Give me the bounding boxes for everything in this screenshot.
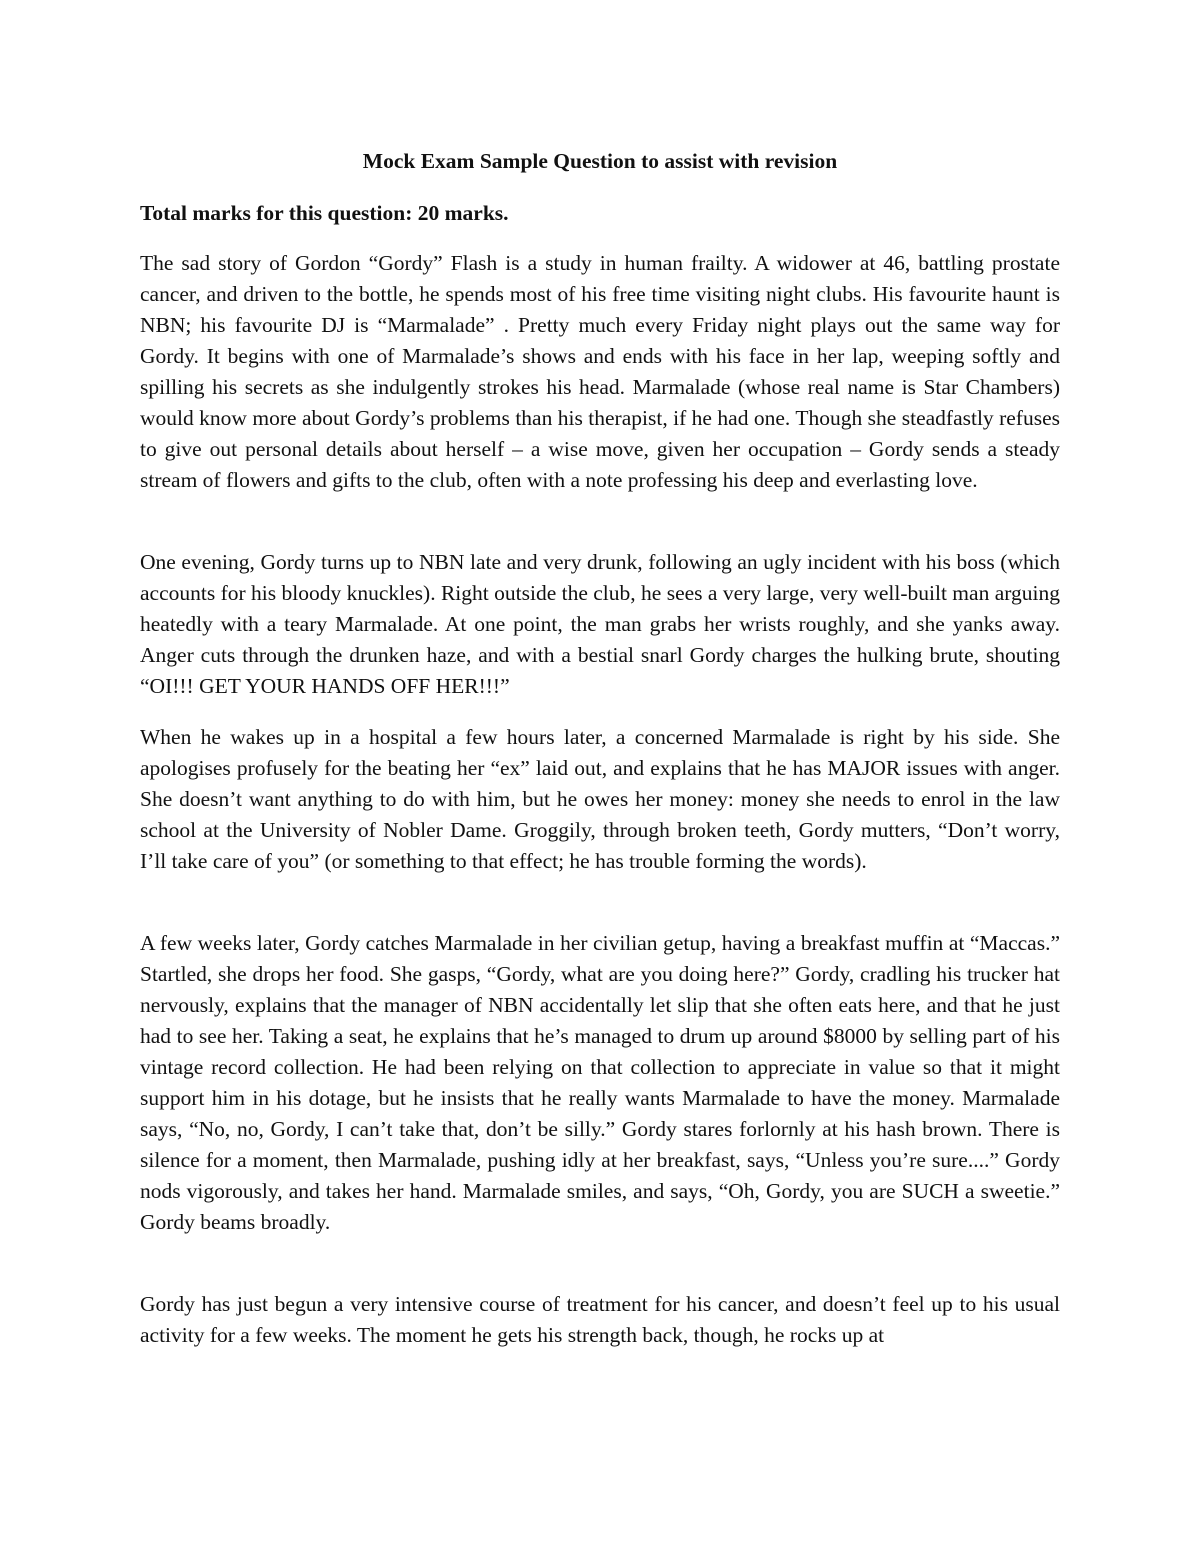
paragraph-1: The sad story of Gordon “Gordy” Flash is a study in human frailty. A widower at 46, battling prostate cancer, and driven to the bottle, he spends most of his free time visiting night clubs. His favourite haunt is NBN; his favourite DJ is “Marmalade” . Pretty much every Friday night plays out the same way for Gordy. It begins with one of Marmalade’s shows and ends with his face in her lap, weeping softly and spilling his secrets as she indulgently strokes his head. Marmalade (whose real name is Star Chambers) would know more about Gordy’s problems than his therapist, if he had one. Though she steadfastly refuses to give out personal details about herself – a wise move, given her occupation – Gordy sends a steady stream of flowers and gifts to the club, often with a note professing his deep and everlasting love. xyxy=(140,251,1060,492)
paragraph-4: A few weeks later, Gordy catches Marmalade in her civilian getup, having a breakfast muffin at “Maccas.” Startled, she drops her food. She gasps, “Gordy, what are you doing here?” Gordy, cradling his trucker hat nervously, explains that the manager of NBN accidentally let slip that she often eats here, and that he just had to see her. Taking a seat, he explains that he’s managed to drum up around $8000 by selling part of his vintage record collection. He had been relying on that collection to appreciate in value so that it might support him in his dotage, but he insists that he really wants Marmalade to have the money. Marmalade says, “No, no, Gordy, I can’t take that, don’t be silly.” Gordy stares forlornly at his hash brown. There is silence for a moment, then Marmalade, pushing idly at her breakfast, says, “Unless you’re sure....” Gordy nods vigorously, and takes her hand. Marmalade smiles, and says, “Oh, Gordy, you are SUCH a sweetie.” Gordy beams broadly. xyxy=(140,931,1060,1234)
paragraph-5: Gordy has just begun a very intensive course of treatment for his cancer, and doesn’t feel up to his usual activity for a few weeks. The moment he gets his strength back, though, he rocks up at xyxy=(140,1292,1060,1347)
page-title: Mock Exam Sample Question to assist with revision xyxy=(362,149,838,173)
total-marks: Total marks for this question: 20 marks. xyxy=(140,201,509,225)
paragraph-2: One evening, Gordy turns up to NBN late and very drunk, following an ugly incident with his boss (which accounts for his bloody knuckles). Right outside the club, he sees a very large, very well-built man arguing heatedly with a teary Marmalade. At one point, the man grabs her wrists roughly, and she yanks away. Anger cuts through the drunken haze, and with a bestial snarl Gordy charges the hulking brute, shouting “OI!!! GET YOUR HANDS OFF HER!!!” xyxy=(140,550,1060,698)
paragraph-3: When he wakes up in a hospital a few hours later, a concerned Marmalade is right by his side. She apologises profusely for the beating her “ex” laid out, and explains that he has MAJOR issues with anger. She doesn’t want anything to do with him, but he owes her money: money she needs to enrol in the law school at the University of Nobler Dame. Groggily, through broken teeth, Gordy mutters, “Don’t worry, I’ll take care of you” (or something to that effect; he has trouble forming the words). xyxy=(140,725,1060,873)
